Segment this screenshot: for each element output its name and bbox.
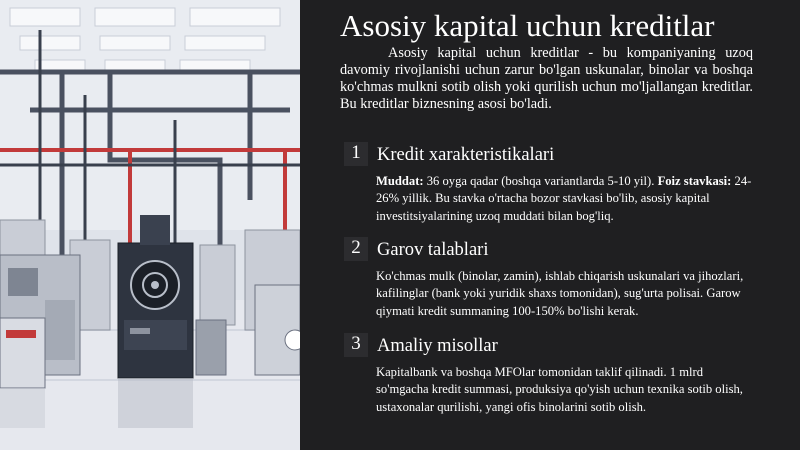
term-label: Muddat: bbox=[376, 174, 424, 188]
term-text: 36 oyga qadar (boshqa variantlarda 5-10 yil). bbox=[423, 174, 658, 188]
content-panel bbox=[300, 0, 800, 450]
section-title: Kredit xarakteristikalari bbox=[377, 145, 555, 165]
factory-illustration bbox=[0, 0, 300, 450]
section-body: Kapitalbank va boshqa MFOlar tomonidan taklif qilinadi. 1 mlrd so'mgacha kredit summasi, produksiya qo'yish uchun texnika sotib olish, ustaxonalar qurilishi, yangi ofis binolarini sotib olish. bbox=[376, 365, 743, 414]
section-number-badge: 1 bbox=[344, 142, 368, 166]
section-body: Ko'chmas mulk (binolar, zamin), ishlab chiqarish uskunalari va jihozlari, kafilinglar (bank yoki yuridik shaxs tomonidan), sug'urta polisai. Garow qiymati kredit summaning 100-150% bo'lishi kerak. bbox=[376, 269, 744, 318]
section-number-badge: 3 bbox=[344, 333, 368, 357]
section-number-badge: 2 bbox=[344, 237, 368, 261]
section-title: Amaliy misollar bbox=[377, 336, 498, 356]
rate-text: 24-26% yillik. Bu stavka o'rtacha bozor stavkasi bo'lib, asosiy kapital investitsiyalarining uzoq muddati bilan bog'liq. bbox=[376, 174, 752, 223]
rate-label: Foiz stavkasi: bbox=[657, 174, 732, 188]
section-body bbox=[376, 173, 758, 225]
page-title: Asosiy kapital uchun kreditlar bbox=[340, 8, 715, 43]
section-title: Garov talablari bbox=[377, 240, 489, 260]
intro-paragraph: Asosiy kapital uchun kreditlar - bu kompaniyaning uzoq davomiy rivojlanishi uchun zarur bo'lgan uskunalar, binolar va boshqa ko'chmas mulkni sotib olish yoki qurilish uchun mo'ljallangan kreditlar. Bu kreditlar biznesning asosi bo'ladi. bbox=[340, 45, 753, 112]
